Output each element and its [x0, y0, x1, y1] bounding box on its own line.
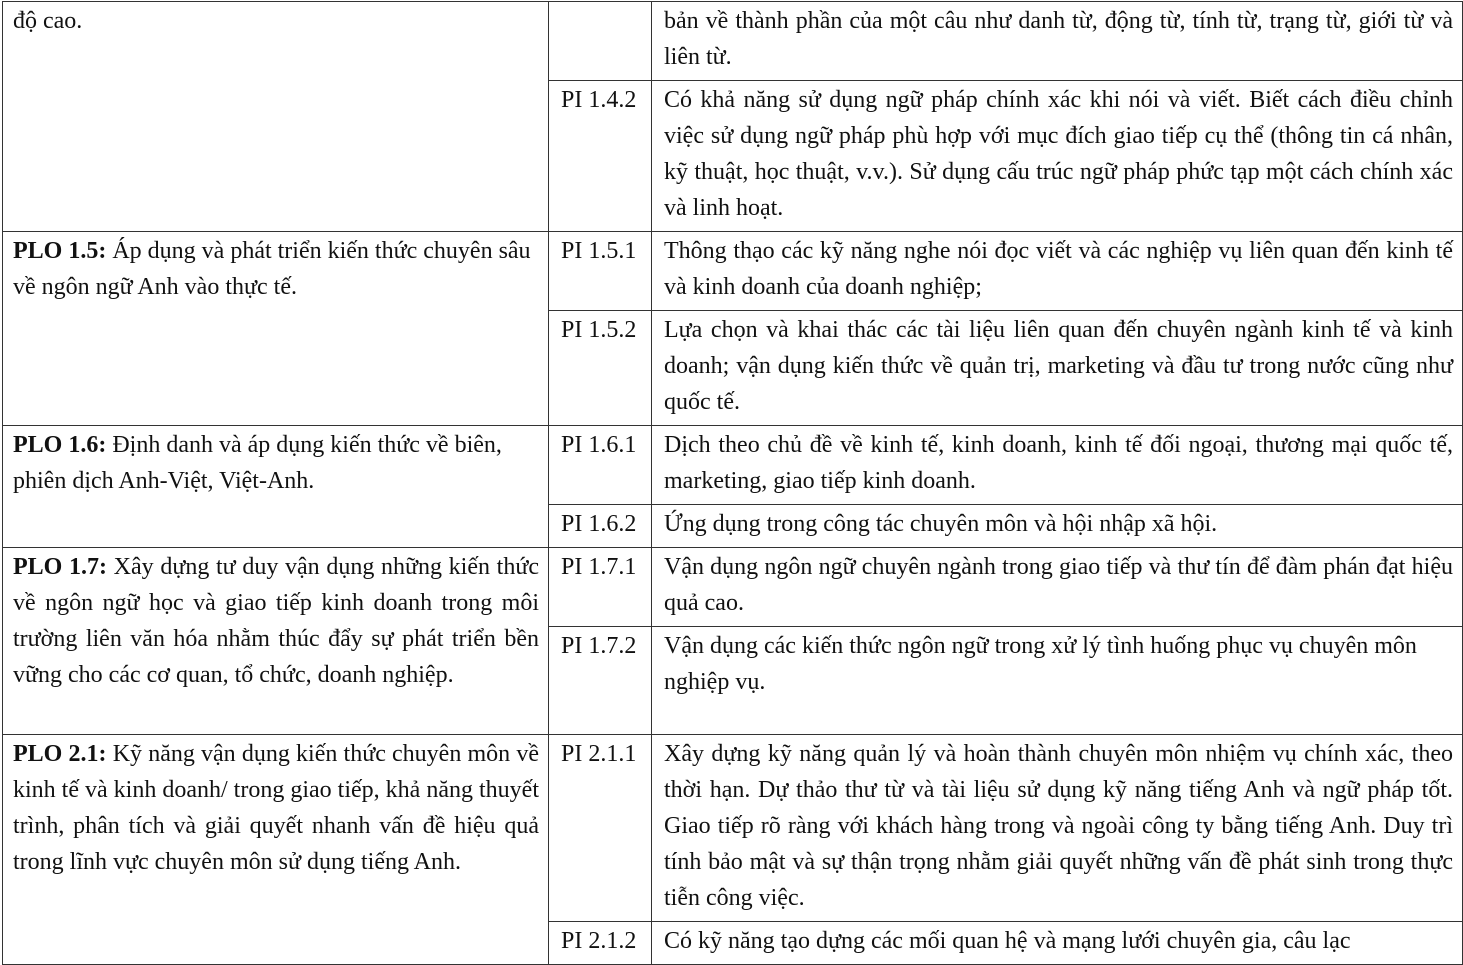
plo-pi-table — [2, 1, 1463, 965]
pi-description: bản về thành phần của một câu như danh từ, động từ, tính từ, trạng từ, giới từ và liên từ. — [652, 2, 1463, 81]
pi-description: Dịch theo chủ đề về kinh tế, kinh doanh, kinh tế đối ngoại, thương mại quốc tế, marketing, giao tiếp kinh doanh. — [652, 426, 1463, 505]
plo-label: PLO 1.7: — [13, 554, 107, 580]
plo-label: PLO 1.5: — [13, 238, 107, 264]
pi-code: PI 1.6.1 — [549, 426, 652, 505]
pi-description: Ứng dụng trong công tác chuyên môn và hội nhập xã hội. — [652, 505, 1463, 548]
plo-cell — [3, 548, 549, 735]
pi-code: PI 1.7.1 — [549, 548, 652, 627]
plo-cell — [3, 735, 549, 965]
table-row — [3, 426, 1463, 505]
pi-description: Có kỹ năng tạo dựng các mối quan hệ và mạng lưới chuyên gia, câu lạc — [652, 922, 1463, 965]
table-row — [3, 2, 1463, 81]
plo-label: PLO 2.1: — [13, 741, 107, 767]
plo-label: PLO 1.6: — [13, 432, 107, 458]
pi-description: Vận dụng ngôn ngữ chuyên ngành trong giao tiếp và thư tín để đàm phán đạt hiệu quả cao. — [652, 548, 1463, 627]
pi-code: PI 1.7.2 — [549, 627, 652, 735]
table-row — [3, 735, 1463, 922]
plo-text: Áp dụng và phát triển kiến thức chuyên sâu về ngôn ngữ Anh vào thực tế. — [13, 238, 531, 300]
pi-code: PI 2.1.2 — [549, 922, 652, 965]
plo-text: Kỹ năng vận dụng kiến thức chuyên môn về kinh tế và kinh doanh/ trong giao tiếp, khả năng thuyết trình, phân tích và giải quyết nhanh vấn đề hiệu quả trong lĩnh vực chuyên môn sử dụng tiếng Anh. — [13, 741, 540, 875]
plo-text: Định danh và áp dụng kiến thức về biên, phiên dịch Anh-Việt, Việt-Anh. — [13, 432, 502, 494]
pi-code: PI 1.6.2 — [549, 505, 652, 548]
pi-description: Thông thạo các kỹ năng nghe nói đọc viết và các nghiệp vụ liên quan đến kinh tế và kinh doanh của doanh nghiệp; — [652, 232, 1463, 311]
plo-cell — [3, 232, 549, 426]
pi-description: Lựa chọn và khai thác các tài liệu liên quan đến chuyên ngành kinh tế và kinh doanh; vận dụng kiến thức về quản trị, marketing và đầu tư trong nước cũng như quốc tế. — [652, 311, 1463, 426]
plo-cell — [3, 426, 549, 548]
pi-code: PI 2.1.1 — [549, 735, 652, 922]
pi-description: Vận dụng các kiến thức ngôn ngữ trong xử lý tình huống phục vụ chuyên môn nghiệp vụ. — [652, 627, 1463, 735]
pi-code — [549, 2, 652, 81]
plo-cell — [3, 2, 549, 232]
table-row — [3, 232, 1463, 311]
plo-text: Xây dựng tư duy vận dụng những kiến thức về ngôn ngữ học và giao tiếp kinh doanh trong môi trường liên văn hóa nhằm thúc đẩy sự phát triển bền vững cho các cơ quan, tổ chức, doanh nghiệp. — [13, 554, 539, 688]
pi-description: Xây dựng kỹ năng quản lý và hoàn thành chuyên môn nhiệm vụ chính xác, theo thời hạn. Dự thảo thư từ và tài liệu sử dụng kỹ năng tiếng Anh và ngữ pháp tốt. Giao tiếp rõ ràng với khách hàng trong và ngoài công ty bằng tiếng Anh. Duy trì tính bảo mật và sự thận trọng nhằm giải quyết những vấn đề phát sinh trong thực tiễn công việc. — [652, 735, 1463, 922]
pi-code: PI 1.5.2 — [549, 311, 652, 426]
pi-code: PI 1.4.2 — [549, 81, 652, 232]
table-row — [3, 548, 1463, 627]
plo-text: độ cao. — [13, 8, 83, 34]
pi-description: Có khả năng sử dụng ngữ pháp chính xác khi nói và viết. Biết cách điều chỉnh việc sử dụng ngữ pháp phù hợp với mục đích giao tiếp cụ thể (thông tin cá nhân, kỹ thuật, học thuật, v.v.). Sử dụng cấu trúc ngữ pháp phức tạp một cách chính xác và linh hoạt. — [652, 81, 1463, 232]
pi-code: PI 1.5.1 — [549, 232, 652, 311]
